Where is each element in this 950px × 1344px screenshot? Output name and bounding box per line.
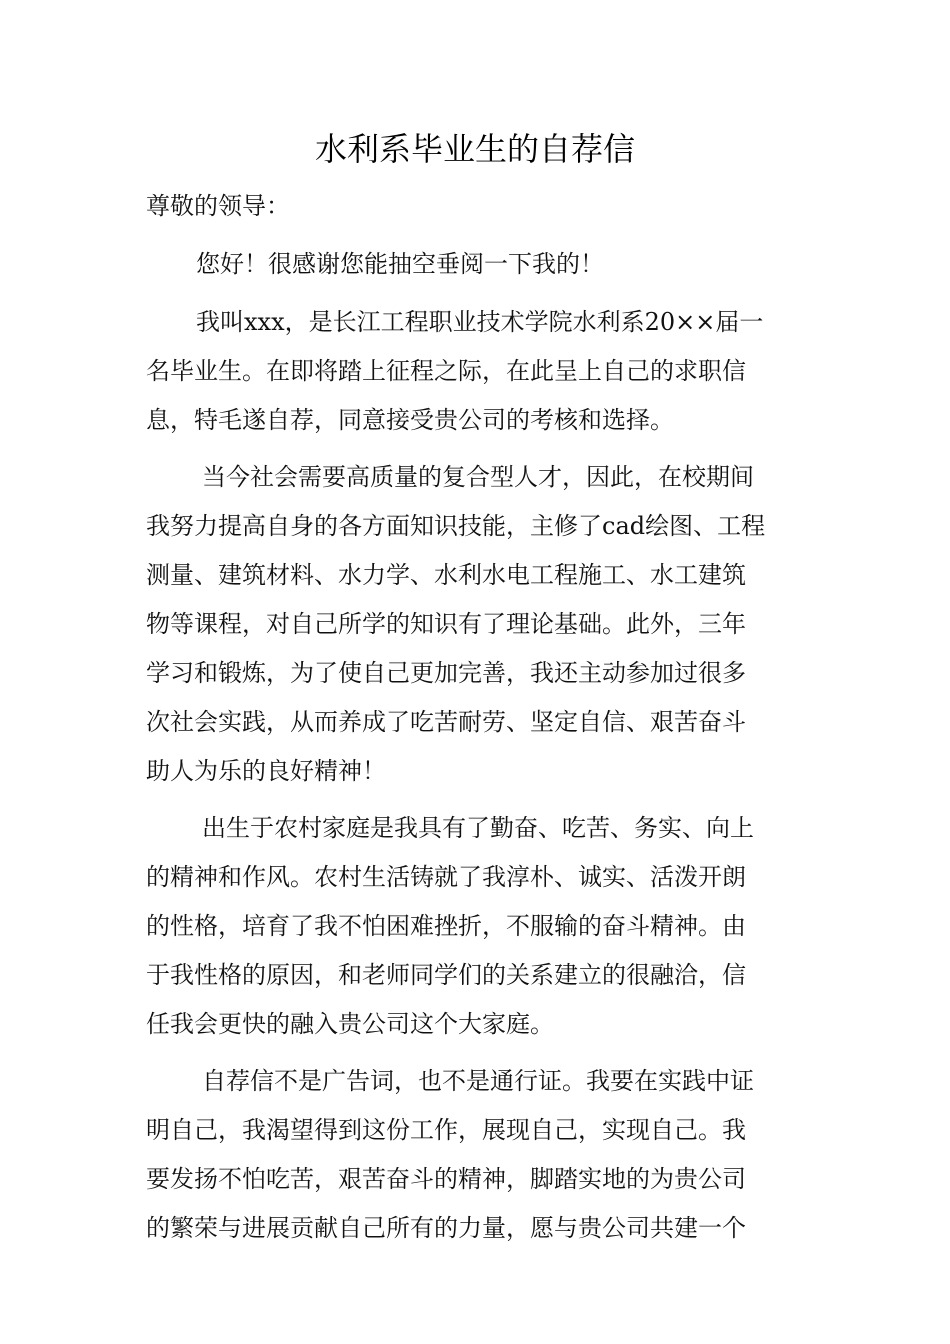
paragraph-line: 的繁荣与进展贡献自己所有的力量，愿与贵公司共建一个 <box>146 1214 746 1242</box>
paragraph-line: 任我会更快的融入贵公司这个大家庭。 <box>146 1010 554 1038</box>
paragraph-4 <box>146 804 806 1049</box>
paragraph-line: 物等课程，对自己所学的知识有了理论基础。此外，三年 <box>146 610 746 638</box>
paragraph-line: 学习和锻炼，为了使自己更加完善，我还主动参加过很多 <box>146 659 746 687</box>
paragraph-line: 出生于农村家庭是我具有了勤奋、吃苦、务实、向上 <box>202 814 754 842</box>
document-title: 水利系毕业生的自荐信 <box>314 130 635 168</box>
paragraph-line: 于我性格的原因，和老师同学们的关系建立的很融洽，信 <box>146 961 746 989</box>
paragraph-1 <box>146 240 806 289</box>
paragraph-line: 助人为乐的良好精神！ <box>146 757 386 785</box>
paragraph-3 <box>146 453 806 796</box>
paragraph-line: 名毕业生。在即将踏上征程之际，在此呈上自己的求职信 <box>146 357 746 385</box>
paragraph-line: 测量、建筑材料、水力学、水利水电工程施工、水工建筑 <box>146 561 746 589</box>
paragraph-line: 我努力提高自身的各方面知识技能，主修了cad绘图、工程 <box>146 512 766 540</box>
paragraph-line: 当今社会需要高质量的复合型人才，因此，在校期间 <box>202 463 754 491</box>
paragraph-line: 我叫xxx，是长江工程职业技术学院水利系20××届一 <box>196 308 764 336</box>
paragraph-line: 息，特毛遂自荐，同意接受贵公司的考核和选择。 <box>146 406 674 434</box>
paragraph-line: 明自己，我渴望得到这份工作，展现自己，实现自己。我 <box>146 1116 746 1144</box>
salutation: 尊敬的领导： <box>146 192 290 220</box>
paragraph-2 <box>146 298 806 445</box>
letter-body <box>146 182 806 1253</box>
paragraph-line: 您好！很感谢您能抽空垂阅一下我的！ <box>196 250 604 278</box>
paragraph-line: 次社会实践，从而养成了吃苦耐劳、坚定自信、艰苦奋斗 <box>146 708 746 736</box>
paragraph-line: 自荐信不是广告词，也不是通行证。我要在实践中证 <box>202 1067 754 1095</box>
paragraph-line: 的精神和作风。农村生活铸就了我淳朴、诚实、活泼开朗 <box>146 863 746 891</box>
paragraph-5 <box>146 1057 806 1253</box>
paragraph-line: 的性格，培育了我不怕困难挫折，不服输的奋斗精神。由 <box>146 912 746 940</box>
paragraph-line: 要发扬不怕吃苦，艰苦奋斗的精神，脚踏实地的为贵公司 <box>146 1165 746 1193</box>
